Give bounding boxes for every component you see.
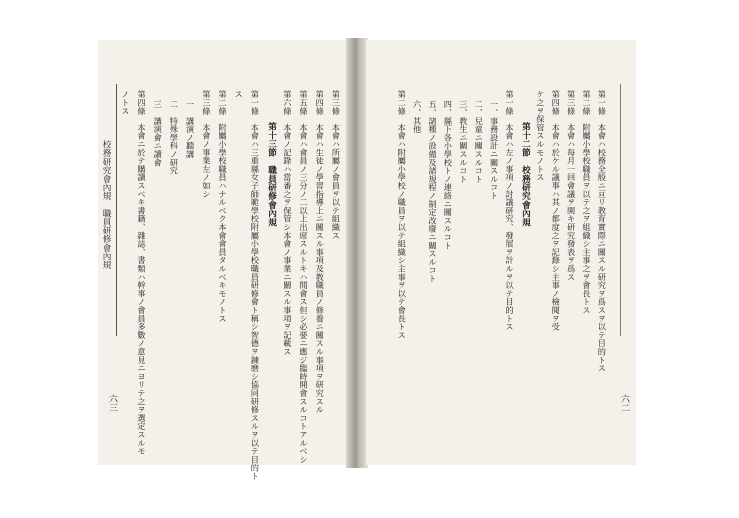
text-column: 二 特殊學科ノ研究 (169, 100, 180, 175)
text-column: 第一條 本會ハ校務全般ニ亘リ教育實際ニ關スル研究ヲ爲スヲ以テ目的トス (597, 90, 608, 373)
text-column: 一 講演ノ聽講 (185, 100, 196, 159)
text-column: 六、其他 (412, 100, 423, 134)
section-heading: 第十三節 職員研修會內規 (266, 122, 277, 227)
text-column: ノトス (120, 90, 131, 115)
text-column: 第三條 本會ハ所屬ノ會員ヲ以テ組織ス (331, 90, 342, 240)
text-column: 第二條 附屬小學校職員ヲ以テ之ヲ組織シ主事之ヲ會長トス (582, 90, 592, 315)
text-column: 第二條 附屬小學校職員ハナルベク本會會員タルベキモノトス (218, 90, 228, 323)
text-column: 三、教生ニ關スルコト (458, 100, 469, 183)
book-gutter (346, 38, 368, 468)
text-column: 第一條 本會ハ三重縣女子師範學校附屬小學校職員研修會ト稱シ智德ヲ鍊磨シ協同研修スルヲ以テ目的ト (250, 90, 261, 481)
text-column: 四、縣下各小學校トノ連絡ニ關スルコト (443, 100, 454, 250)
text-column: 第三條 本會ノ事業左ノ如シ (201, 90, 212, 198)
text-column: 第四條 本會ハ於ケル議事ハ其ノ都度之ヲ記錄シ主事ノ檢閱ヲ受 (551, 90, 562, 331)
text-column: 二、兒童ニ關スルコト (474, 100, 485, 183)
text-column: 第二條 本會ハ附屬小學校ノ職員ヲ以テ組織シ主事ヲ以テ會長トス (397, 90, 408, 339)
left-page (98, 40, 352, 481)
right-page-border (620, 84, 621, 336)
text-column: 五、諸種ノ設備及諸規程ノ制定改廢ニ關スルコト (428, 100, 438, 283)
text-column: 一、事務設計ニ關スルコト (489, 100, 500, 200)
text-column: 三 講演會ニ讀會 (153, 100, 164, 167)
text-column: 第四條 本會ニ於テ購讀スベキ書籍、雜誌、書類ハ幹事ノ會員多數ノ意見ニヨリテ之ヲ選定スルモ (137, 90, 147, 456)
text-column: ス (234, 90, 245, 99)
text-column: 第五條 本會ハ會員ノ三分ノ二以上出席スルトキハ開會ス但シ必要ニ應ジ臨時開會スルコトアルベシ (299, 90, 309, 464)
left-page-border (116, 84, 117, 336)
running-head: 校務研究會內規 職員研修會內規 (101, 140, 111, 269)
text-column: 第六條 本會ノ記錄ハ當番之ヲ保管シ本會ノ事業ニ關スル事項ヲ記載ス (282, 90, 293, 356)
text-column: ケ之ヲ保管スルモノトス (535, 90, 546, 182)
right-page (366, 40, 636, 465)
text-column: 第四條 本會ハ生徒ノ學習指導上ニ關スル事項及教職員ノ修養ニ關スル事項ヲ研究スル (315, 90, 326, 414)
page-number: 六二 (619, 394, 629, 412)
text-column: 第一條 本會ハ左ノ事項ノ討議研究、發展ヲ計ルヲ以テ目的トス (505, 90, 515, 331)
section-heading: 第十二節 校務研究會內規 (520, 122, 531, 227)
text-column: 第三條 本會ハ每月一回會議ヲ開キ研究發表ヲ爲ス (566, 90, 577, 281)
page-number: 六三 (107, 394, 117, 412)
